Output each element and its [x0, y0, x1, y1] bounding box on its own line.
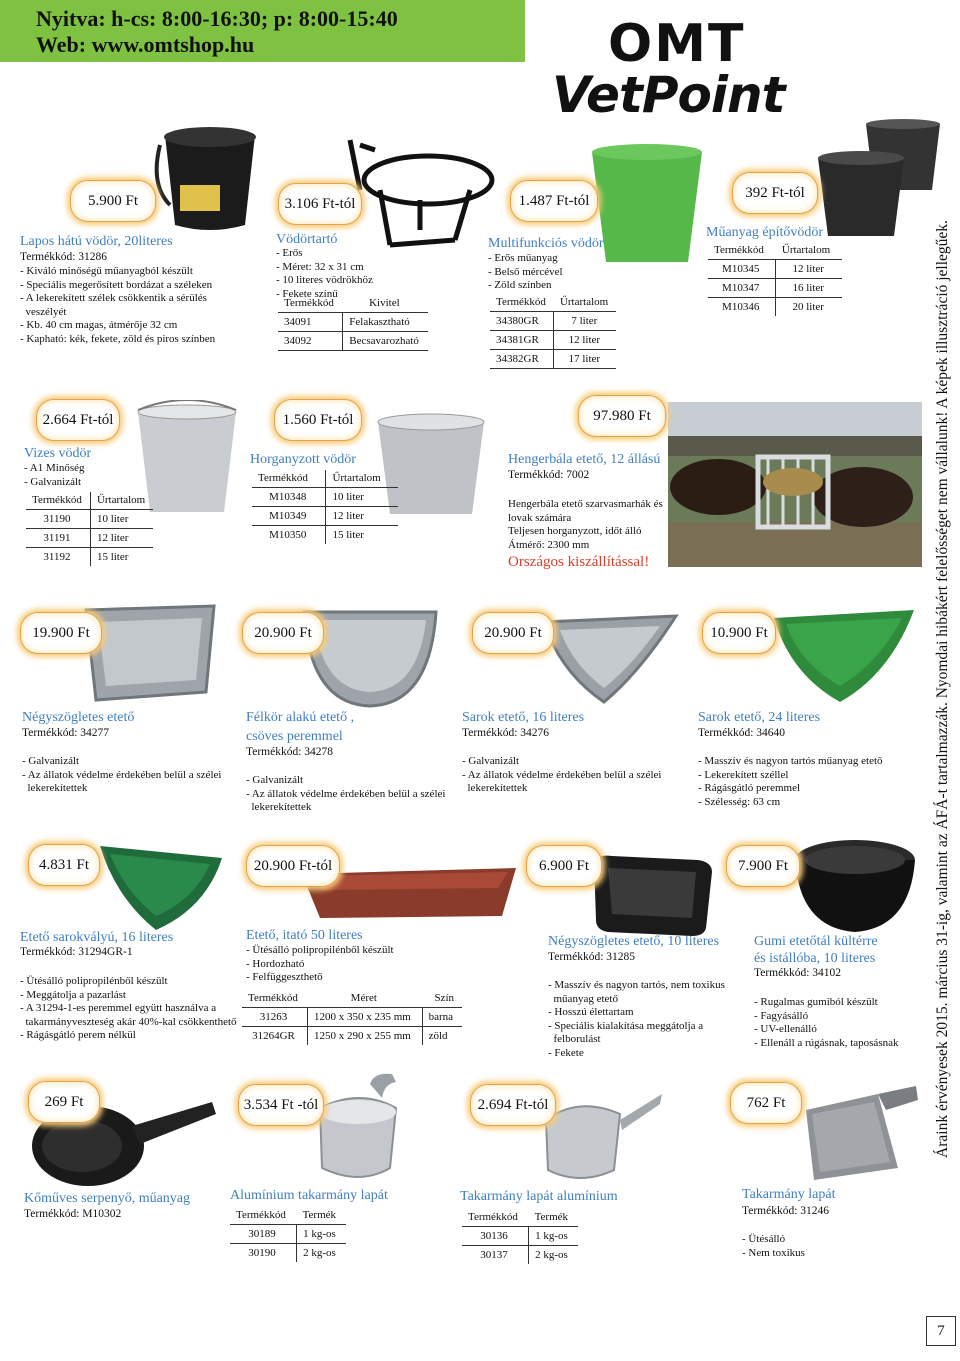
bullet: - Ütésálló [742, 1233, 786, 1245]
bullet: felborulást [548, 1033, 601, 1046]
price-badge: 2.694 Ft-tól [470, 1084, 556, 1126]
table-cell: 20 liter [776, 298, 842, 317]
bullet: Hengerbála etető szarvasmarhák és [508, 498, 663, 510]
table-cell: M10347 [708, 279, 776, 298]
table-cell: M10349 [252, 507, 326, 526]
price-badge: 269 Ft [28, 1081, 100, 1123]
table-cell: 15 liter [90, 548, 153, 567]
product-table [230, 1207, 346, 1262]
table-cell: 30190 [248, 1247, 276, 1259]
table-header: Termékkód [252, 470, 326, 488]
product-title: Hengerbála etető, 12 állású [508, 452, 661, 467]
table-row [252, 526, 398, 545]
product-title: csöves peremmel [246, 729, 343, 744]
bucket-holder-photo [340, 130, 500, 255]
bullet: lekerekítettek [462, 782, 528, 795]
bullet: - Meggátolja a pazarlást [20, 988, 126, 1001]
table-row [26, 510, 153, 529]
product-code: Termékkód: 34276 [462, 727, 550, 739]
product-title: Horganyzott vödör [250, 452, 356, 467]
round-bale-feeder-photo [668, 402, 922, 567]
opening-hours: Nyitva: h-cs: 8:00-16:30; p: 8:00-15:40 [36, 6, 398, 31]
bullet: - A 31294-1-es peremmel együtt használva a [20, 1002, 217, 1015]
product-bullets [246, 774, 445, 815]
product-table [278, 295, 428, 351]
table-cell: 2 kg-os [529, 1246, 578, 1265]
product-bullets [24, 462, 85, 489]
bullet: lekerekítettek [22, 782, 88, 795]
table-row [708, 298, 842, 317]
table-row [26, 548, 153, 567]
price-badge: 20.900 Ft [242, 612, 324, 654]
table-header: Űrtartalom [326, 470, 398, 488]
bullet: - Belső mércével [488, 265, 563, 278]
price-badge: 7.900 Ft [726, 845, 800, 887]
table-row [242, 1008, 462, 1027]
table-row [490, 350, 616, 369]
product-title: Vizes vödör [24, 446, 92, 461]
product-title: Műanyag építővödör [706, 225, 824, 240]
product-table [490, 294, 616, 369]
table-header: Méret [308, 990, 423, 1008]
corner-feeder-photo [540, 612, 680, 708]
table-row [462, 1227, 578, 1246]
table-cell: 1 kg-os [297, 1225, 346, 1244]
product-title: Sarok etető, 16 literes [462, 710, 585, 725]
product-title: Etető sarokvályú, 16 literes [20, 930, 174, 945]
product-code: Termékkód: 31285 [548, 951, 636, 963]
price-badge: 5.900 Ft [70, 180, 156, 222]
product-title: Takarmány lapát [742, 1187, 836, 1202]
bullet: - Galvanizált [246, 774, 304, 786]
bullet: - Galvanizált [462, 755, 520, 767]
bullet: Átmérő: 2300 mm [508, 538, 590, 551]
price-badge: 20.900 Ft [472, 612, 554, 654]
product-title: és istállóba, 10 literes [754, 951, 876, 966]
table-cell: barna [422, 1008, 462, 1027]
product-title: Kőműves serpenyő, műanyag [24, 1191, 191, 1206]
table-cell: 31191 [26, 529, 90, 548]
table-cell: 12 liter [90, 529, 153, 548]
bullet: - Galvanizált [22, 755, 80, 767]
table-cell: 10 liter [326, 488, 398, 507]
table-header: Szín [422, 990, 462, 1008]
price-badge: 6.900 Ft [526, 845, 602, 887]
bullet: - Hosszú élettartam [548, 1006, 634, 1019]
product-title: Félkör alakú etető , [246, 710, 355, 725]
table-cell: 16 liter [776, 279, 842, 298]
bullet: takarmányveszteség akár 40%-kal csökkenthető [20, 1015, 237, 1028]
product-title: Négyszögletes etető [22, 710, 135, 725]
bullet: - A1 Minőség [24, 462, 85, 474]
table-cell: M10348 [252, 488, 326, 507]
price-badge: 2.664 Ft-tól [36, 399, 120, 441]
side-note-text: Áraink érvényesek 2015. március 31-ig, valamint az ÁFÁ-t tartalmazzák. Nyomdai hibákért felelősséget nem vállalunk! A képek illusztráció jellegűek. [934, 220, 951, 1158]
table-row [708, 279, 842, 298]
bullet: - Kapható: kék, fekete, zöld és piros színben [20, 332, 216, 345]
bullet: - Galvanizált [24, 475, 82, 488]
bullet: - Az állatok védelme érdekében belül a szélei [22, 768, 222, 781]
bullet: - 10 literes vödrökhöz [276, 274, 373, 287]
price-badge: 4.831 Ft [28, 844, 100, 886]
bullet: - Fagyásálló [754, 1009, 809, 1022]
bullet: - A lekerekített szélek csökkentik a sérülés [20, 292, 207, 305]
table-cell: zöld [422, 1027, 462, 1046]
page-number: 7 [926, 1316, 956, 1346]
price-badge: 20.900 Ft-tól [246, 845, 340, 887]
table-cell: 17 liter [554, 350, 616, 369]
table-row [230, 1225, 346, 1244]
bullet: - Lekerekített széllel [698, 768, 789, 781]
green-bucket-photo [588, 142, 706, 270]
bullet: - Hordozható [246, 957, 305, 970]
table-cell: 30136 [462, 1227, 529, 1246]
bullet: - Erős műanyag [488, 252, 558, 264]
logo-vetpoint: VetPoint [552, 66, 785, 124]
price-badge: 3.534 Ft -tól [238, 1084, 324, 1126]
table-cell: 34380GR [490, 312, 554, 331]
corner-trough-photo [96, 838, 226, 934]
product-code: Termékkód: 31294GR-1 [20, 946, 133, 958]
price-badge: 762 Ft [730, 1082, 802, 1124]
table-cell: 31192 [43, 551, 71, 563]
bullet: - Kiváló minőségű műanyagból készült [20, 265, 193, 277]
table-cell: 34382GR [490, 350, 554, 369]
product-title: Sarok etető, 24 literes [698, 710, 821, 725]
table-cell: 1250 x 290 x 255 mm [308, 1027, 423, 1046]
bullet: - Rugalmas gumiból készült [754, 996, 878, 1008]
bullet: - Az állatok védelme érdekében belül a szélei [462, 768, 662, 781]
shipping-note: Országos kiszállítással! [508, 554, 650, 570]
table-header: Termékkód [242, 990, 308, 1008]
price-badge: 392 Ft-tól [732, 172, 818, 214]
product-title: Alumínium takarmány lapát [230, 1188, 388, 1203]
product-code: Termékkód: 34640 [698, 727, 786, 739]
bullet: - UV-ellenálló [754, 1023, 817, 1036]
table-row [708, 260, 842, 279]
table-header: Termékkód [462, 1209, 529, 1227]
product-code: Termékkód: 34278 [246, 746, 334, 758]
table-header: Termék [529, 1209, 578, 1227]
product-title: Multifunkciós vödör [488, 236, 604, 251]
table-row [462, 1246, 578, 1265]
table-cell: 34092 [278, 332, 343, 351]
table-cell: 30189 [230, 1225, 297, 1244]
bullet: - Felfüggeszthető [246, 971, 323, 984]
product-bullets [754, 996, 898, 1050]
table-header: Termékkód [230, 1207, 297, 1225]
rectangular-feeder-photo [80, 600, 220, 708]
table-cell: 12 liter [554, 331, 616, 350]
table-row [490, 312, 616, 331]
price-badge: 97.980 Ft [578, 395, 666, 437]
table-cell: 12 liter [326, 507, 398, 526]
product-title: Vödörtartó [276, 232, 338, 247]
table-header: Űrtartalom [90, 492, 153, 510]
bullet: - Ütésálló polipropilénből készült [246, 944, 394, 956]
product-title: Négyszögletes etető, 10 literes [548, 934, 720, 949]
bullet: - Kb. 40 cm magas, átmérője 32 cm [20, 319, 178, 332]
table-cell: 1 kg-os [529, 1227, 578, 1246]
bullet: - Ütésálló polipropilénből készült [20, 975, 168, 987]
table-row [490, 331, 616, 350]
table-row [230, 1244, 346, 1263]
bullet: lekerekítettek [246, 801, 312, 814]
table-row [278, 313, 428, 332]
table-row [252, 507, 398, 526]
bullet: műanyag etető [548, 992, 618, 1005]
logo-omt: OMT [608, 14, 746, 74]
table-cell: 31264GR [252, 1030, 295, 1042]
bullet: - Fekete színű [276, 287, 338, 300]
bullet: - Az állatok védelme érdekében belül a szélei [246, 787, 446, 800]
table-cell: 10 liter [90, 510, 153, 529]
product-bullets [488, 252, 563, 293]
product-bullets [22, 755, 221, 796]
table-header: Termékkód [708, 242, 776, 260]
price-badge: 1.487 Ft-tól [510, 180, 598, 222]
bullet: - Szélesség: 63 cm [698, 795, 781, 808]
price-badge: 10.900 Ft [702, 612, 776, 654]
table-cell: 12 liter [776, 260, 842, 279]
product-table [708, 242, 842, 316]
table-row [26, 529, 153, 548]
table-header: Űrtartalom [776, 242, 842, 260]
product-table [462, 1209, 578, 1264]
table-cell: 31263 [242, 1008, 308, 1027]
table-cell: 7 liter [554, 312, 616, 331]
bullet: - Méret: 32 x 31 cm [276, 260, 364, 273]
product-code: Termékkód: 34102 [754, 967, 842, 979]
bullet: lovak számára [508, 511, 572, 524]
product-code: Termékkód: 31246 [742, 1205, 830, 1217]
table-cell: 15 liter [326, 526, 398, 545]
table-cell: 2 kg-os [297, 1244, 346, 1263]
bullet: - Speciális kialakítása meggátolja a [548, 1019, 704, 1032]
table-cell: M10346 [722, 301, 760, 313]
plastic-scoop-photo [786, 1080, 920, 1186]
product-bullets [20, 975, 237, 1043]
bullet: - Erős [276, 247, 303, 259]
product-table [26, 492, 153, 566]
table-cell: Becsavarozható [343, 332, 428, 351]
product-title: Lapos hátú vödör, 20literes [20, 234, 173, 249]
construction-bucket-photo [808, 118, 948, 248]
product-bullets [462, 755, 661, 796]
price-badge: 19.900 Ft [20, 612, 102, 654]
bullet: - Masszív és nagyon tartós műanyag etető [698, 755, 883, 767]
bullet: - Zöld színben [488, 279, 552, 292]
table-row [242, 1027, 462, 1046]
omt-vetpoint-logo [548, 14, 838, 129]
product-bullets [698, 755, 883, 809]
bullet: - Fekete [548, 1046, 584, 1059]
table-header: Termékkód [278, 295, 343, 313]
product-bullets [742, 1233, 805, 1260]
product-bullets [246, 944, 394, 985]
table-header: Termékkód [26, 492, 90, 510]
table-header: Űrtartalom [554, 294, 616, 312]
product-title: Etető, itató 50 literes [246, 928, 363, 943]
bullet: - Ellenáll a rúgásnak, taposásnak [754, 1036, 899, 1049]
table-cell: 31190 [26, 510, 90, 529]
bullet: - Rágásgátló perem nélkül [20, 1029, 136, 1042]
product-title: Gumi etetőtál kültérre [754, 934, 878, 949]
product-bullets [20, 265, 215, 347]
product-bullets [508, 498, 663, 552]
bullet: Teljesen horganyzott, időt álló [508, 525, 642, 538]
product-table [252, 470, 398, 544]
product-code: Termékkód: 31286 [20, 251, 108, 263]
table-cell: 34381GR [490, 331, 554, 350]
aluminium-scoop-photo [300, 1068, 430, 1192]
price-badge: 3.106 Ft-tól [278, 183, 362, 225]
product-code: Termékkód: 34277 [22, 727, 110, 739]
price-badge: 1.560 Ft-tól [274, 399, 362, 441]
table-header: Termékkód [490, 294, 554, 312]
table-cell: M10345 [708, 260, 776, 279]
product-table [242, 990, 462, 1045]
table-cell: 30137 [480, 1249, 508, 1261]
product-bullets [548, 979, 725, 1061]
product-code: Termékkód: M10302 [24, 1208, 122, 1220]
flat-back-bucket-photo [140, 125, 280, 235]
table-cell: M10350 [269, 529, 307, 541]
square-feeder-photo [588, 852, 718, 938]
bullet: - Rágásgátló peremmel [698, 782, 801, 795]
table-row [252, 488, 398, 507]
product-title: Takarmány lapát alumínium [460, 1189, 618, 1204]
product-bullets [276, 247, 373, 301]
bullet: veszélyét [20, 305, 67, 318]
table-row [278, 332, 428, 351]
bullet: - Nem toxikus [742, 1246, 805, 1259]
table-header: Termék [297, 1207, 346, 1225]
product-code: Termékkód: 7002 [508, 469, 590, 481]
table-cell: 34091 [278, 313, 343, 332]
bullet: - Masszív és nagyon tartós, nem toxikus [548, 979, 725, 991]
table-header: Kivitel [343, 295, 428, 313]
table-cell: 1200 x 350 x 235 mm [308, 1008, 423, 1027]
website[interactable]: Web: www.omtshop.hu [36, 32, 255, 57]
rubber-bowl-photo [790, 836, 920, 936]
bullet: - Speciális megerősített bordázat a széleken [20, 278, 213, 291]
table-cell: Felakasztható [343, 313, 428, 332]
green-corner-feeder-photo [770, 604, 918, 708]
